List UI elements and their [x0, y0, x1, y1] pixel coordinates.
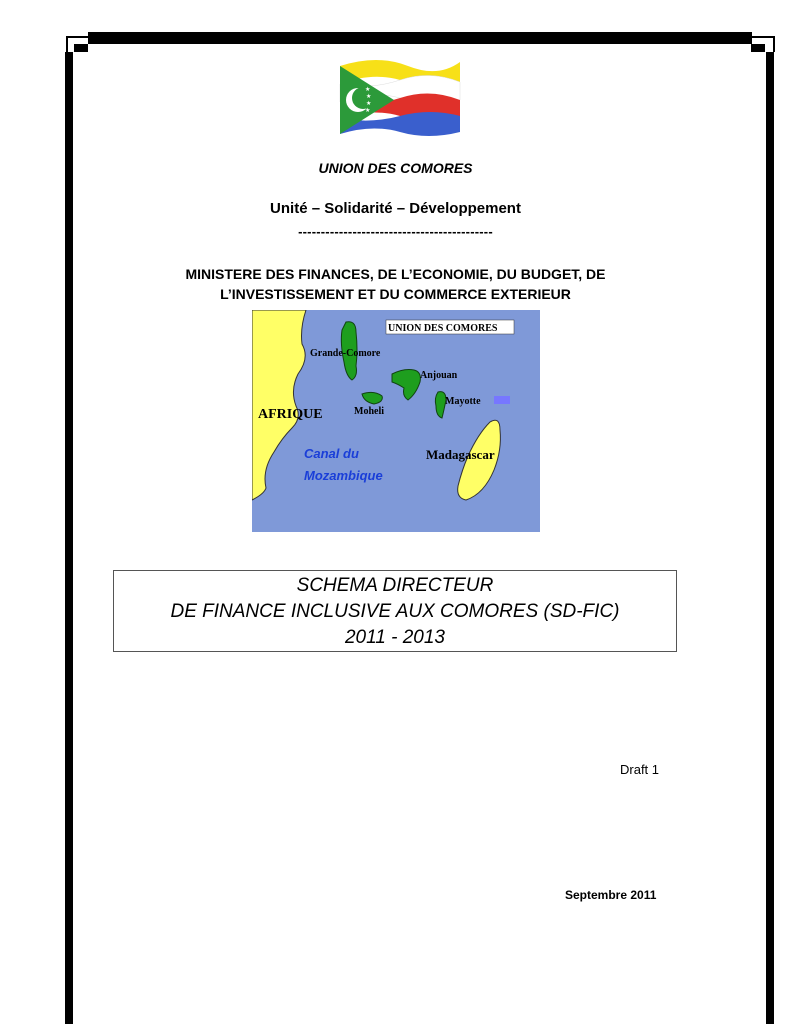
ministry-name	[0, 264, 791, 304]
separator-line: -------------------------------------------	[298, 224, 493, 239]
page-border-right	[766, 52, 774, 1024]
document-title-line-3: 2011 - 2013	[344, 627, 445, 648]
ministry-line-1: MINISTERE DES FINANCES, DE L’ECONOMIE, DU BUDGET, DE	[185, 266, 606, 282]
page-border-top	[88, 32, 752, 44]
page-border-corner	[74, 44, 88, 52]
page-border-left	[65, 52, 73, 1024]
map-label-mayotte: Mayotte	[445, 396, 481, 407]
document-title-line-2: DE FINANCE INCLUSIVE AUX COMORES (SD-FIC)	[170, 601, 620, 622]
svg-text:★: ★	[366, 100, 372, 107]
draft-label: Draft 1	[620, 762, 660, 777]
map-label-canal-line-1: Canal du	[304, 446, 359, 461]
document-date: Septembre 2011	[565, 888, 657, 902]
document-title-box	[113, 570, 677, 652]
map-label-afrique: AFRIQUE	[258, 407, 323, 422]
map-label-anjouan: Anjouan	[420, 370, 458, 381]
svg-text:★: ★	[365, 107, 371, 114]
map-label-canal-line-2: Mozambique	[304, 468, 383, 483]
map-title: UNION DES COMORES	[388, 323, 498, 334]
map-label-grande-comore: Grande-Comore	[310, 348, 381, 359]
comoros-flag-image	[338, 58, 462, 136]
page-border-corner	[751, 44, 765, 52]
country-name: UNION DES COMORES	[318, 160, 473, 176]
map-label-moheli: Moheli	[354, 406, 384, 417]
map-label-madagascar: Madagascar	[426, 447, 495, 462]
ministry-line-2: L’INVESTISSEMENT ET DU COMMERCE EXTERIEUR	[220, 286, 571, 302]
document-title-line-1: SCHEMA DIRECTEUR	[296, 575, 494, 596]
national-motto: Unité – Solidarité – Développement	[270, 200, 521, 217]
svg-text:★: ★	[365, 86, 371, 93]
comoros-map-image	[252, 310, 540, 532]
svg-text:★: ★	[366, 93, 372, 100]
